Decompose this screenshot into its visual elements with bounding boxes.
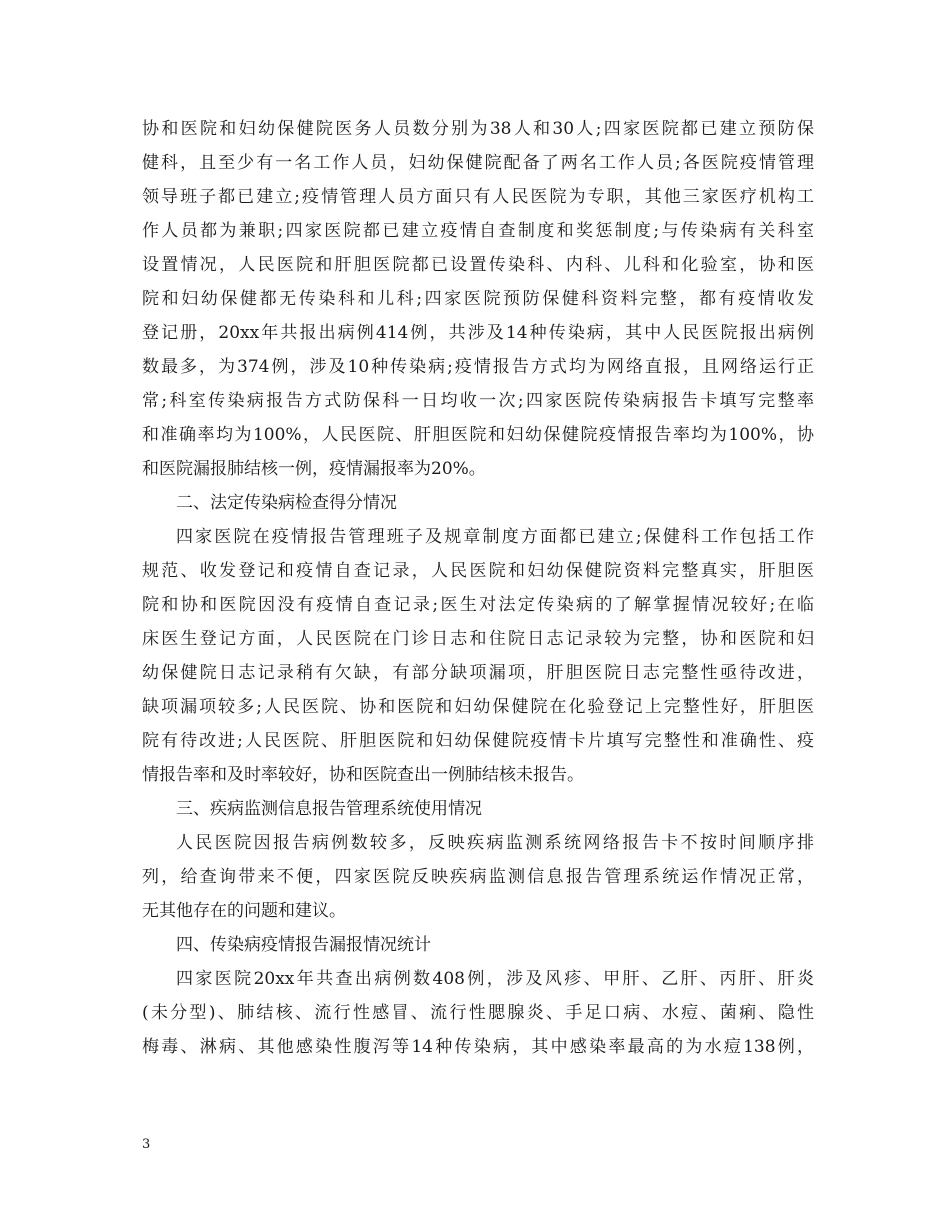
text-line: 人民医院因报告病例数较多，反映疾病监测系统网络报告卡不按时间顺序排 bbox=[176, 833, 814, 853]
text-line: (未分型)、肺结核、流行性感冒、流行性腮腺炎、手足口病、水痘、菌痢、隐性 bbox=[142, 1003, 814, 1023]
text-line: 四、传染病疫情报告漏报情况统计 bbox=[176, 935, 431, 955]
text-line: 规范、收发登记和疫情自查记录，人民医院和妇幼保健院资料完整真实，肝胆医 bbox=[142, 561, 814, 581]
text-line: 二、法定传染病检查得分情况 bbox=[176, 493, 397, 513]
text-line: 设置情况，人民医院和肝胆医院都已设置传染科、内科、儿科和化验室，协和医 bbox=[142, 255, 814, 275]
text-line: 数最多，为374例，涉及10种传染病;疫情报告方式均为网络直报，且网络运行正 bbox=[142, 357, 814, 377]
text-line: 院和妇幼保健都无传染科和儿科;四家医院预防保健科资料完整，都有疫情收发 bbox=[142, 289, 814, 309]
page-number: 3 bbox=[142, 1137, 151, 1152]
text-line: 健科，且至少有一名工作人员，妇幼保健院配备了两名工作人员;各医院疫情管理 bbox=[142, 153, 814, 173]
text-line: 协和医院和妇幼保健院医务人员数分别为38人和30人;四家医院都已建立预防保 bbox=[142, 119, 814, 139]
text-line: 四家医院在疫情报告管理班子及规章制度方面都已建立;保健科工作包括工作 bbox=[176, 527, 814, 547]
text-line: 梅毒、淋病、其他感染性腹泻等14种传染病，其中感染率最高的为水痘138例， bbox=[142, 1037, 814, 1057]
text-line: 缺项漏项较多;人民医院、协和医院和妇幼保健院在化验登记上完整性好，肝胆医 bbox=[142, 697, 814, 717]
text-line: 和准确率均为100%，人民医院、肝胆医院和妇幼保健院疫情报告率均为100%，协 bbox=[142, 425, 814, 445]
text-line: 情报告率和及时率较好，协和医院查出一例肺结核未报告。 bbox=[142, 765, 584, 785]
document-body bbox=[142, 112, 814, 1064]
text-line: 登记册，20xx年共报出病例414例，共涉及14种传染病，其中人民医院报出病例 bbox=[142, 323, 814, 343]
text-line: 无其他存在的问题和建议。 bbox=[142, 901, 346, 921]
text-line: 领导班子都已建立;疫情管理人员方面只有人民医院为专职，其他三家医疗机构工 bbox=[142, 187, 814, 207]
text-line: 院和协和医院因没有疫情自查记录;医生对法定传染病的了解掌握情况较好;在临 bbox=[142, 595, 814, 615]
text-line: 床医生登记方面，人民医院在门诊日志和住院日志记录较为完整，协和医院和妇 bbox=[142, 629, 814, 649]
text-line: 幼保健院日志记录稍有欠缺，有部分缺项漏项，肝胆医院日志完整性亟待改进， bbox=[142, 663, 814, 683]
text-line: 列，给查询带来不便，四家医院反映疾病监测信息报告管理系统运作情况正常， bbox=[142, 867, 814, 887]
text-line: 院有待改进;人民医院、肝胆医院和妇幼保健院疫情卡片填写完整性和准确性、疫 bbox=[142, 731, 814, 751]
text-line: 作人员都为兼职;四家医院都已建立疫情自查制度和奖惩制度;与传染病有关科室 bbox=[142, 221, 814, 241]
text-line: 常;科室传染病报告方式防保科一日均收一次;四家医院传染病报告卡填写完整率 bbox=[142, 391, 814, 411]
text-line: 和医院漏报肺结核一例，疫情漏报率为20%。 bbox=[142, 459, 486, 479]
text-line: 四家医院20xx年共查出病例数408例，涉及风疹、甲肝、乙肝、丙肝、肝炎 bbox=[176, 969, 814, 989]
text-line: 三、疾病监测信息报告管理系统使用情况 bbox=[176, 799, 482, 819]
